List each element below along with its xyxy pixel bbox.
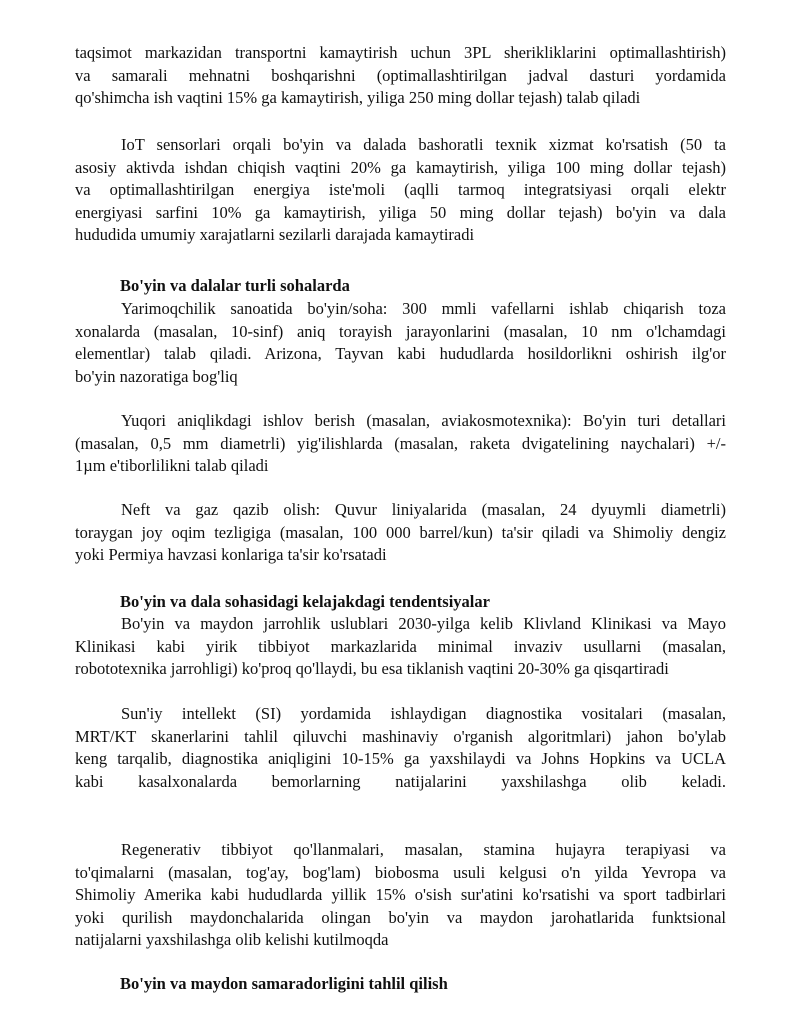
- text-line: Shimoliy Amerika kabi hududlarda yillik 15% o'sish sur'atini ko'rsatishi va sport tadbirlari: [75, 885, 726, 905]
- section-heading: Bo'yin va dalalar turli sohalarda: [120, 276, 350, 295]
- text-line: Sun'iy intellekt (SI) yordamida ishlaydigan diagnostika vositalari (masalan,: [121, 704, 726, 723]
- paragraph: [75, 499, 726, 567]
- text-line: asosiy aktivda ishdan chiqish vaqtini 20% ga kamaytirish, yiliga 100 ming dollar tejash): [75, 157, 726, 177]
- text-line: hududida umumiy xarajatlarni sezilarli darajada kamaytiradi: [75, 225, 475, 245]
- paragraph: [75, 134, 726, 247]
- text-line: toraygan joy oqim tezligiga (masalan, 100 000 barrel/kun) ta'sir qiladi va Shimoliy dengiz: [75, 522, 726, 542]
- text-line: yoki Permiya havzasi konlariga ta'sir ko'rsatadi: [75, 545, 387, 565]
- paragraph: [75, 42, 726, 110]
- text-line: Regenerativ tibbiyot qo'llanmalari, masalan, stamina hujayra terapiyasi va: [121, 840, 726, 859]
- paragraph: [75, 410, 726, 478]
- text-line: 1µm e'tiborlilikni talab qiladi: [75, 456, 269, 476]
- text-line: (masalan, 0,5 mm diametrli) yig'ilishlarda (masalan, raketa dvigatelining naychalari) +/-: [75, 433, 726, 453]
- text-line: bo'yin nazoratiga bog'liq: [75, 366, 238, 386]
- text-line: va optimallashtirilgan energiya iste'moli (aqlli tarmoq integratsiyasi orqali elektr: [75, 180, 726, 200]
- text-line: taqsimot markazidan transportni kamaytirish uchun 3PL sherikliklarini optimallashtirish): [75, 43, 726, 62]
- text-line: Yarimoqchilik sanoatida bo'yin/soha: 300 mmli vafellarni ishlab chiqarish toza: [121, 299, 726, 318]
- section-heading: Bo'yin va maydon samaradorligini tahlil qilish: [120, 974, 448, 993]
- paragraph: [75, 839, 726, 952]
- text-line: Bo'yin va maydon jarrohlik uslublari 2030-yilga kelib Klivland Klinikasi va Mayo: [121, 614, 726, 633]
- text-line: energiyasi sarfini 10% ga kamaytirish, yiliga 50 ming dollar tejash) bo'yin va dala: [75, 202, 726, 222]
- text-line: IoT sensorlari orqali bo'yin va dalada bashoratli texnik xizmat ko'rsatish (50 ta: [121, 135, 726, 154]
- text-line: natijalarni yaxshilashga olib kelishi kutilmoqda: [75, 930, 389, 950]
- text-line: kabi kasalxonalarda bemorlarning natijalarini yaxshilashga olib keladi.: [75, 771, 726, 791]
- paragraph: [75, 613, 726, 681]
- text-line: xonalarda (masalan, 10-sinf) aniq torayish jarayonlarini (masalan, 10 nm o'lchamdagi: [75, 321, 726, 341]
- text-line: yoki qurilish maydonchalarida olingan bo'yin va maydon jarohatlarida funktsional: [75, 907, 726, 927]
- text-line: elementlar) talab qiladi. Arizona, Tayvan kabi hududlarda hosildorlikni oshirish ilg'or: [75, 344, 726, 364]
- section-heading: Bo'yin va dala sohasidagi kelajakdagi tendentsiyalar: [120, 592, 490, 611]
- text-line: MRT/KT skanerlarini tahlil qiluvchi mashinaviy o'rganish algoritmlari) jahon bo'ylab: [75, 726, 726, 746]
- text-line: Klinikasi kabi yirik tibbiyot markazlarida minimal invaziv usullarni (masalan,: [75, 636, 726, 656]
- paragraph: [75, 298, 726, 388]
- text-line: to'qimalarni (masalan, tog'ay, bog'lam) biobosma usuli kelgusi o'n yilda Yevropa va: [75, 862, 726, 882]
- text-line: Neft va gaz qazib olish: Quvur liniyalarida (masalan, 24 dyuymli diametrli): [121, 500, 726, 519]
- text-line: Yuqori aniqlikdagi ishlov berish (masalan, aviakosmotexnika): Bo'yin turi detallari: [121, 411, 726, 430]
- text-line: va samarali mehnatni boshqarishni (optimallashtirilgan jadval dasturi yordamida: [75, 65, 726, 85]
- text-line: robototexnika jarrohligi) ko'proq qo'llaydi, bu esa tiklanish vaqtini 20-30% ga qisqartiradi: [75, 659, 669, 679]
- text-line: keng tarqalib, diagnostika aniqligini 10-15% ga yaxshilaydi va Johns Hopkins va UCLA: [75, 749, 726, 769]
- text-line: qo'shimcha ish vaqtini 15% ga kamaytirish, yiliga 250 ming dollar tejash) talab qiladi: [75, 88, 641, 108]
- paragraph: [75, 703, 726, 793]
